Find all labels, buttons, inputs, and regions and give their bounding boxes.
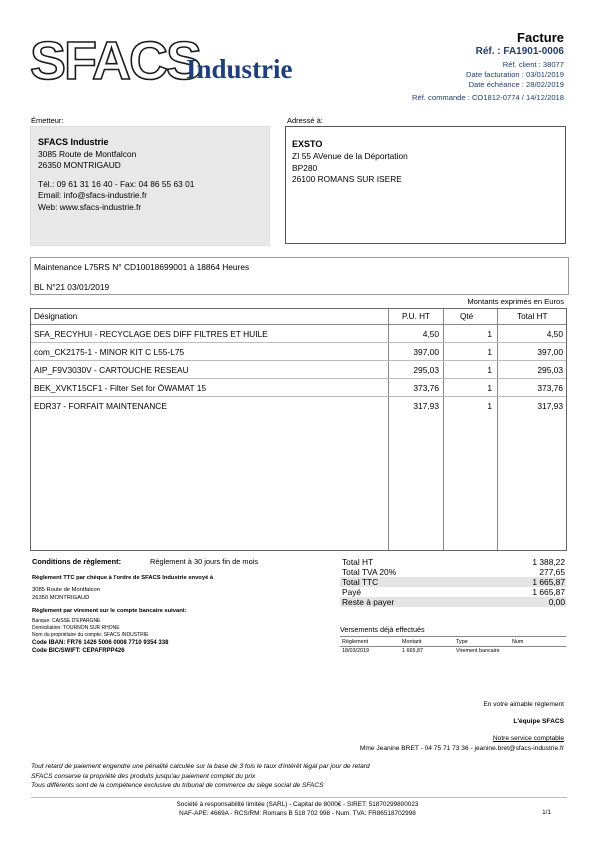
table-row (31, 379, 566, 397)
signature-service: Notre service comptable (492, 735, 564, 742)
table-row (31, 397, 566, 415)
total-label: Total TVA 20% (342, 567, 397, 577)
bank-domiciliation: Domiciliation: TOURNON SUR RHONE (32, 625, 120, 631)
total-label: Total TTC (342, 577, 379, 587)
row-pu: 4,50 (422, 329, 439, 339)
total-label: Reste à payer (342, 597, 395, 607)
bank-owner: Nom du propriétaire du compte: SFACS INDUSTRIE (32, 632, 149, 638)
col-designation: Désignation (34, 312, 78, 321)
vers-date: 18/03/2019 (342, 648, 369, 654)
row-pu: 373,76 (413, 383, 439, 393)
row-designation: BEK_XVKT15CF1 - Filter Set for ÖWAMAT 15 (34, 383, 207, 393)
adresse-address3: 26100 ROMANS SUR ISERE (292, 174, 402, 185)
emetteur-box (30, 126, 270, 246)
table-row (31, 343, 566, 361)
legal-line3: Tous différents sont de la compétence exclusive du tribunal de commerce du siège social de SFACS (31, 782, 324, 789)
row-designation: com_CK2175-1 - MINOR KIT C L55-L75 (34, 347, 185, 357)
signature-line1: En votre aimable règlement (483, 701, 564, 708)
emetteur-address1: 3085 Route de Montfalcon (38, 148, 137, 159)
total-value: 1 388,22 (532, 557, 565, 567)
total-row (340, 587, 566, 597)
logo-brand: SFACS (30, 31, 201, 91)
table-row (31, 361, 566, 379)
row-pu: 317,93 (413, 401, 439, 411)
footer (0, 800, 595, 818)
total-value: 1 665,87 (532, 577, 565, 587)
emetteur-name: SFACS Industrie (38, 137, 109, 147)
page-number: 1/1 (542, 809, 551, 816)
invoice-ref: Réf. : FA1901-0006 (475, 46, 564, 57)
row-total: 373,76 (537, 383, 563, 393)
emetteur-email: Email: info@sfacs-industrie.fr (38, 190, 148, 201)
items-table (30, 308, 567, 551)
maintenance-line: Maintenance L75RS N° CD10018699001 à 18864 Heures (34, 262, 250, 272)
cheque-title: Règlement TTC par chèque à l'ordre de SFACS Industrie envoyé à (32, 575, 214, 581)
client-ref: Réf. client : 38077 (502, 60, 564, 69)
vers-col-montant: Montant (402, 639, 422, 645)
emetteur-address2: 26350 MONTRIGAUD (38, 160, 121, 171)
legal-line1: Tout retard de paiement engendre une pénalité calculée sur la base de 3 fois le taux d'intérêt légal par jour de retard (31, 763, 370, 770)
versement-row (340, 647, 566, 655)
bank-name: Banque: CAISSE D'EPARGNE (32, 618, 101, 624)
totals-block (340, 557, 566, 607)
total-label: Payé (342, 587, 362, 597)
adresse-address1: ZI 55 AVenue de la Déportation (292, 150, 408, 161)
vers-type: Virement bancaire (456, 648, 500, 654)
bank-bic: Code BIC/SWIFT: CEPAFRPP426 (32, 648, 125, 654)
adresse-name: EXSTO (292, 139, 323, 149)
emetteur-label: Émetteur: (31, 116, 64, 125)
col-pu: P.U. HT (402, 312, 431, 321)
row-qte: 1 (487, 401, 492, 411)
footer-line1: Société à responsabilité limitée (SARL) - Capital de 8000€ - SIRET: 51870299800023 (176, 801, 419, 808)
currency-note: Montants exprimés en Euros (467, 297, 564, 306)
versements-title: Versements déjà effectués (340, 625, 425, 634)
versements-block (340, 625, 566, 655)
row-total: 397,00 (537, 347, 563, 357)
row-total: 4,50 (546, 329, 563, 339)
adresse-label: Adressé à: (287, 116, 323, 125)
cheque-address2: 26350 MONTRIGAUD (32, 595, 90, 601)
maintenance-box (30, 257, 569, 295)
row-pu: 295,03 (413, 365, 439, 375)
col-qte: Qté (460, 312, 474, 321)
adresse-address2: BP280 (292, 162, 318, 173)
signature-team: L'équipe SFACS (513, 718, 564, 725)
footer-line2: NAF-APE: 4669A - RCS/RM: Romans B 518 702 998 - Num. TVA: FR86518702998 (179, 810, 416, 817)
logo-suffix: Industrie (186, 54, 293, 84)
vers-col-num: Num (512, 639, 524, 645)
total-value: 0,00 (548, 597, 565, 607)
cheque-address1: 3085 Route de Montfalcon (32, 587, 101, 593)
total-value: 1 665,87 (532, 587, 565, 597)
row-total: 295,03 (537, 365, 563, 375)
versements-header (340, 638, 566, 646)
conditions-label: Conditions de règlement: (32, 557, 122, 566)
vers-col-reglement: Règlement (342, 639, 369, 645)
adresse-box (285, 126, 566, 244)
company-logo (30, 31, 320, 92)
legal-notes (31, 762, 370, 791)
payment-conditions (32, 557, 322, 655)
date-facturation: Date facturation : 03/01/2019 (466, 70, 564, 79)
bl-line: BL N°21 03/01/2019 (34, 282, 110, 292)
legal-line2: SFACS conserve la propriété des produits jusqu'au paiement complet du prix (31, 772, 256, 780)
invoice-title: Facture (517, 30, 564, 45)
vers-montant: 1 665,87 (402, 648, 423, 654)
row-designation: AIP_F9V3030V - CARTOUCHE RESEAU (34, 365, 189, 375)
bank-iban: Code IBAN: FR76 1426 5006 0008 7710 9354 338 (32, 640, 169, 646)
signature-contact: Mme Jeanine BRET - 04 75 71 73 36 - jeanine.bret@sfacs-industrie.fr (359, 745, 564, 752)
conditions-value: Règlement à 30 jours fin de mois (150, 557, 259, 566)
total-label: Total HT (342, 557, 374, 567)
row-qte: 1 (487, 347, 492, 357)
virement-title: Règlement par virement sur le compte bancaire suivant: (32, 608, 187, 614)
total-row (340, 557, 566, 567)
col-total: Total HT (517, 312, 548, 321)
emetteur-phone: Tél.: 09 61 31 16 40 - Fax: 04 86 55 63 01 (38, 178, 195, 189)
row-qte: 1 (487, 383, 492, 393)
total-value: 277,65 (539, 567, 565, 577)
row-pu: 397,00 (413, 347, 439, 357)
footer-divider (31, 797, 567, 798)
row-designation: EDR37 - FORFAIT MAINTENANCE (34, 401, 167, 411)
row-qte: 1 (487, 365, 492, 375)
emetteur-web: Web: www.sfacs-industrie.fr (38, 201, 142, 212)
total-row (340, 577, 566, 587)
ref-commande: Réf. commande : CO1812-0774 / 14/12/2018 (412, 93, 564, 102)
invoice-header (412, 30, 564, 103)
table-row (31, 325, 566, 343)
vers-col-type: Type (456, 639, 468, 645)
date-echeance: Date échéance : 28/02/2019 (468, 80, 564, 89)
row-total: 317,93 (537, 401, 563, 411)
total-row (340, 567, 566, 577)
row-qte: 1 (487, 329, 492, 339)
total-row (340, 597, 566, 607)
row-designation: SFA_RECYHUI - RECYCLAGE DES DIFF FILTRES ET HUILE (34, 329, 268, 339)
